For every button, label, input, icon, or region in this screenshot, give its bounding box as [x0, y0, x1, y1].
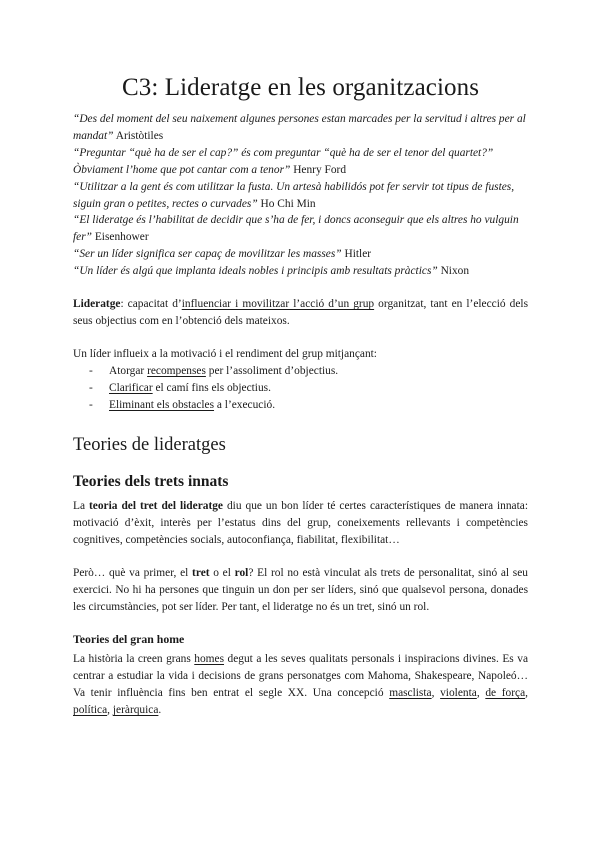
quote-author: Henry Ford [290, 163, 347, 176]
quote-author: Nixon [437, 265, 470, 278]
traits-paragraph-2 [73, 565, 528, 616]
text-span: , [476, 687, 486, 700]
text-span: ? El rol no està vinculat als trets de personalitat, sinó al seu exercici. No hi ha persones que tinguin un don per ser líders, sinó que qualsevol persona, donades les circumstàncies, pot ser líder. Per tant, el lideratge no és un tret, sinó un rol. [73, 567, 528, 614]
underlined-text: Eliminant els obstacles [109, 399, 215, 412]
quote [73, 111, 528, 145]
bold-text: rol [234, 567, 249, 580]
text-span: el camí fins els objectius. [152, 382, 271, 395]
quote-text: “El lideratge és l’habilitat de decidir que s’ha de fer, i doncs aconseguir que els altres ho vulguin fer” [73, 214, 519, 244]
text-span: organitzat, tant en l’elecció dels seus objectius com en l’obtenció dels mateixos. [73, 298, 529, 328]
quote [73, 179, 528, 213]
text-span: a l’execució. [214, 399, 276, 412]
subsection-heading: Teories dels trets innats [73, 473, 229, 491]
underlined-text: recompenses [147, 365, 206, 378]
subsubsection-heading: Teories del gran home [73, 632, 185, 647]
quotes-block [73, 111, 528, 280]
quote-text: “Des del moment del seu naixement algunes persones estan marcades per la servitud i altres per al mandat” [73, 113, 526, 142]
underlined-text: masclista [389, 687, 432, 700]
quote-text: “Preguntar “què ha de ser el cap?” és com preguntar “què ha de ser el tenor del quartet?” Òbviament l’home que pot cantar com a tenor” [73, 146, 494, 176]
document-title: C3: Lideratge en les organitzacions [121, 74, 480, 101]
underlined-text: violenta [440, 687, 477, 700]
quote [73, 145, 528, 179]
quote-author: Eisenhower [92, 231, 149, 244]
underlined-text: jeràrquica [112, 704, 159, 717]
underlined-text: Clarificar [109, 382, 153, 395]
underlined-text: influenciar i movilitzar l’acció d’un grup [181, 298, 375, 311]
text-span: , [107, 704, 113, 717]
text-span: o el [209, 567, 235, 580]
underlined-text: de força [485, 687, 526, 700]
quote-text: “Utilitzar a la gent és com utilitzar la fusta. Un artesà habilidós pot fer servir tot tipus de fustes, siguin gran o petites, rectes o curvades” [73, 180, 515, 210]
text-span: per l’assoliment d’objectius. [205, 365, 339, 378]
influence-list [73, 363, 528, 414]
text-span: , [525, 687, 528, 700]
quote-author: Ho Chi Min [257, 197, 316, 210]
underlined-text: homes [194, 653, 225, 666]
quote-author: Aristòtiles [113, 129, 164, 142]
quote [73, 212, 528, 246]
quote [73, 246, 528, 263]
document-page [73, 74, 528, 719]
text-span: , [431, 687, 441, 700]
list-item [89, 397, 528, 414]
list-item [89, 380, 528, 397]
definition-term: Lideratge [73, 298, 121, 311]
bold-text: teoria del tret del lideratge [89, 500, 223, 513]
great-man-paragraph [73, 651, 528, 719]
quote [73, 263, 528, 280]
text-span: Però… què va primer, el [73, 567, 193, 580]
influence-intro: Un líder influeix a la motivació i el rendiment del grup mitjançant: [73, 348, 377, 361]
text-span: La història la creen grans [73, 653, 195, 666]
quote-text: “Un líder és algú que implanta ideals nobles i principis amb resultats pràctics” [73, 265, 438, 278]
text-span: diu que un bon líder té certes característiques de manera innata: motivació d’èxit, interès per l’estatus dins del grup, coneixements rellevants i competències cognitives, competències socials, autoconfiança, fiabilitat, flexibilitat… [73, 500, 528, 547]
quote-author: Hitler [341, 248, 372, 261]
section-heading: Teories de lideratges [73, 435, 226, 456]
text-span: : capacitat d’ [120, 298, 182, 311]
quote-text: “Ser un líder significa ser capaç de movilitzar les masses” [73, 248, 342, 261]
traits-paragraph [73, 498, 528, 549]
text-span: Atorgar [109, 365, 148, 378]
text-span: degut a les seves qualitats personals i inspiracions divines. Es va centrar a estudiar la vida i decisions de grans personatges com Mahoma, Shakespeare, Napoleó… Va tenir influència fins ben entrat el segle XX. Una concepció [73, 653, 528, 700]
text-span: . [158, 704, 162, 717]
text-span: La [73, 500, 89, 513]
list-item [89, 363, 528, 380]
definition-paragraph [73, 296, 528, 330]
underlined-text: política [73, 704, 108, 717]
bold-text: tret [192, 567, 210, 580]
